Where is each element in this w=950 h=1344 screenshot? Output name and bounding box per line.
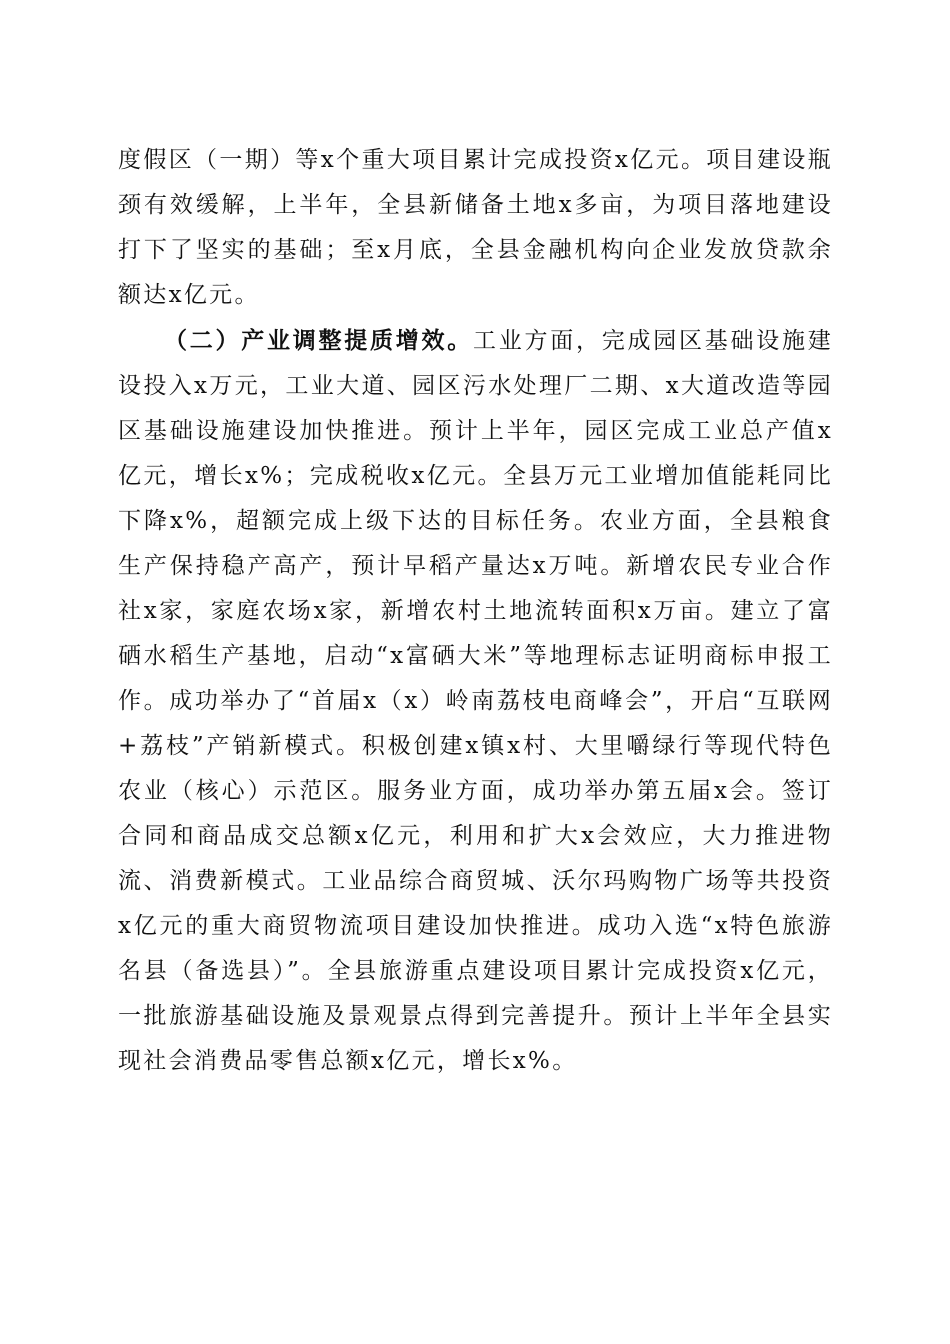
paragraph-continuation: [118, 138, 833, 318]
document-body: [118, 138, 833, 1084]
paragraph-industry-adjustment: [118, 318, 833, 1084]
paragraph-text: 工业方面，完成园区基础设施建设投入x万元，工业大道、园区污水处理厂二期、x大道改造等园区基础设施建设加快推进。预计上半年，园区完成工业总产值x亿元，增长x%；完成税收x亿元。全县万元工业增加值能耗同比下降x%，超额完成上级下达的目标任务。农业方面，全县粮食生产保持稳产高产，预计早稻产量达x万吨。新增农民专业合作社x家，家庭农场x家，新增农村土地流转面积x万亩。建立了富硒水稻生产基地，启动“x富硒大米”等地理标志证明商标申报工作。成功举办了“首届x（x）岭南荔枝电商峰会”，开启“互联网+荔枝”产销新模式。积极创建x镇x村、大里嚼绿行等现代特色农业（核心）示范区。服务业方面，成功举办第五届x会。签订合同和商品成交总额x亿元，利用和扩大x会效应，大力推进物流、消费新模式。工业品综合商贸城、沃尔玛购物广场等共投资x亿元的重大商贸物流项目建设加快推进。成功入选“x特色旅游名县（备选县）”。全县旅游重点建设项目累计完成投资x亿元，一批旅游基础设施及景观景点得到完善提升。预计上半年全县实现社会消费品零售总额x亿元，增长x%。: [118, 328, 834, 1074]
section-heading: （二）产业调整提质增效。: [164, 327, 473, 354]
paragraph-text: 度假区（一期）等x个重大项目累计完成投资x亿元。项目建设瓶颈有效缓解，上半年，全县新储备土地x多亩，为项目落地建设打下了坚实的基础；至x月底，全县金融机构向企业发放贷款余额达x亿元。: [118, 147, 833, 308]
